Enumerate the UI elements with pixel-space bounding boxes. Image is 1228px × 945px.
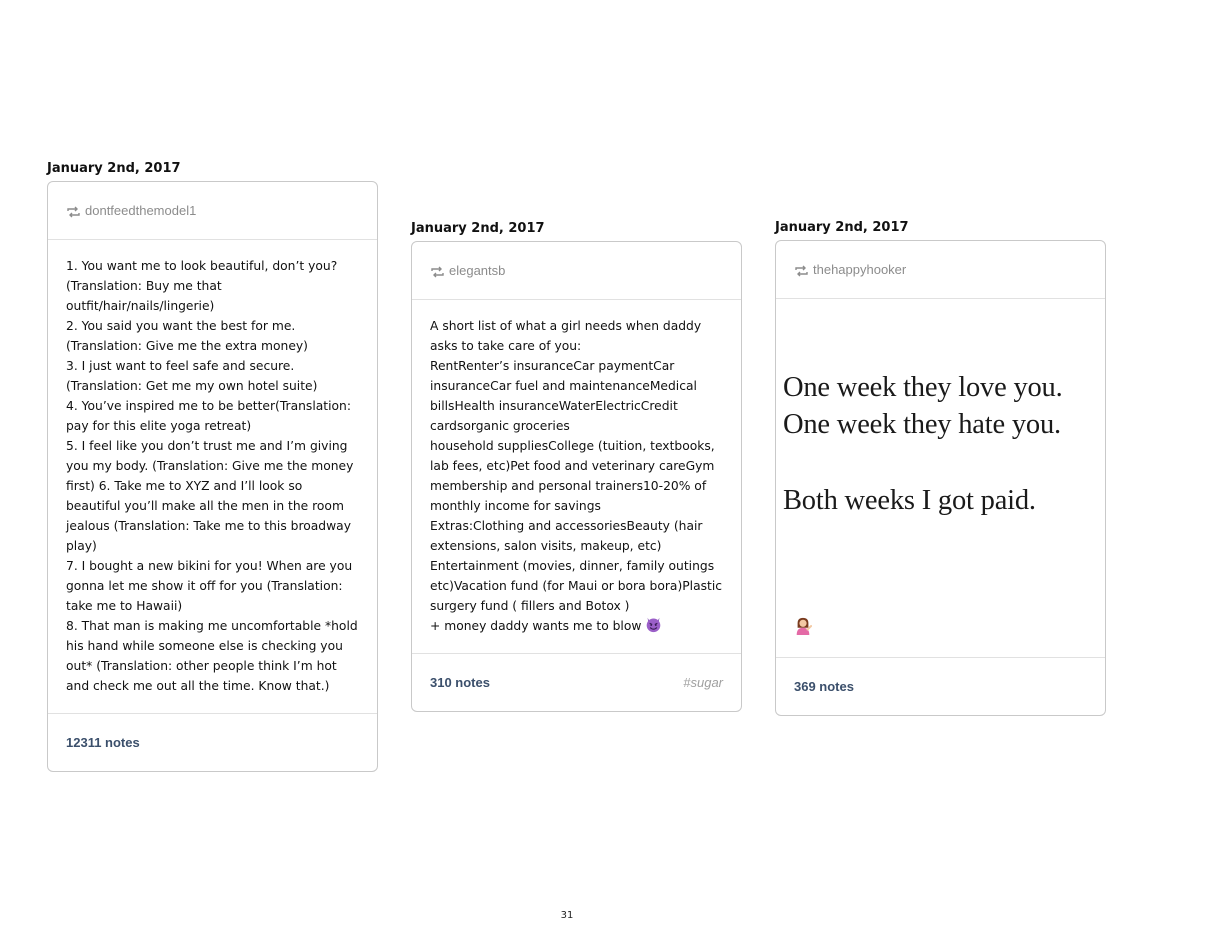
quote-line: One week they hate you. — [783, 409, 1061, 440]
notes-count[interactable]: 369 notes — [794, 679, 854, 694]
quote-line: One week they love you. — [783, 372, 1063, 403]
quote-image-text — [783, 369, 1063, 519]
post-line: 2. You said you want the best for me.(Translation: Give me the extra money) — [66, 319, 308, 353]
post-header — [776, 241, 1105, 299]
post-card — [47, 181, 378, 772]
post-last-line — [430, 616, 723, 636]
post-line: 8. That man is making me uncomfortable *hold his hand while someone else is checking you out* (Translation: other people think I’m hot and check me out all the time. Know that.) — [66, 619, 358, 693]
post-line-text: + money daddy wants me to blow — [430, 619, 642, 633]
post-line: RentRenter’s insuranceCar paymentCar insuranceCar fuel and maintenanceMedical billsHealth insuranceWaterElectricCredit cardsorganic groceries — [430, 359, 697, 433]
post-author[interactable]: thehappyhooker — [813, 262, 907, 277]
notes-count[interactable]: 12311 notes — [66, 735, 140, 750]
post-body — [48, 240, 377, 713]
post-date: January 2nd, 2017 — [411, 221, 545, 236]
post-line: 4. You’ve inspired me to be better(Translation: pay for this elite yoga retreat) — [66, 399, 351, 433]
post-header — [412, 242, 741, 300]
post-line: 7. I bought a new bikini for you! When are you gonna let me show it off for you (Translation: take me to Hawaii) — [66, 559, 353, 613]
post-author[interactable]: elegantsb — [449, 263, 506, 278]
quote-line: Both weeks I got paid. — [783, 485, 1036, 516]
smiling-devil-emoji-icon — [645, 616, 662, 633]
post-card — [775, 240, 1106, 716]
reblog-icon — [66, 206, 81, 218]
post-line: A short list of what a girl needs when daddy asks to take care of you: — [430, 319, 702, 353]
reblog-icon — [430, 266, 445, 278]
post-header — [48, 182, 377, 240]
post-line: 3. I just want to feel safe and secure.(Translation: Get me my own hotel suite) — [66, 359, 318, 393]
post-line: household suppliesCollege (tuition, textbooks, lab fees, etc)Pet food and veterinary careGym membership and personal trainers10-20% of monthly income for savings — [430, 439, 715, 513]
post-body — [412, 300, 741, 653]
page-number: 31 — [560, 910, 574, 921]
reblog-icon — [794, 265, 809, 277]
post-footer — [48, 713, 377, 771]
post-date: January 2nd, 2017 — [775, 220, 909, 235]
post-line: 5. I feel like you don’t trust me and I’m giving you my body. (Translation: Give me the money first) 6. Take me to XYZ and I’ll look so beautiful you’ll make all the men in the room jealous (Translation: Take me to this broadway play) — [66, 439, 354, 553]
post-column-1 — [47, 159, 378, 772]
post-footer — [776, 657, 1105, 715]
post-column-3 — [775, 218, 1106, 716]
post-line: Extras:Clothing and accessoriesBeauty (hair extensions, salon visits, makeup, etc) Entertainment (movies, dinner, family outings etc)Vacation fund (for Maui or bora bora)Plastic surgery fund ( fillers and Botox ) — [430, 519, 723, 613]
post-column-2 — [411, 219, 742, 712]
post-card — [411, 241, 742, 712]
post-author[interactable]: dontfeedthemodel1 — [85, 203, 197, 218]
post-line: 1. You want me to look beautiful, don’t you? (Translation: Buy me that outfit/hair/nails/lingerie) — [66, 259, 338, 313]
notes-count[interactable]: 310 notes — [430, 675, 490, 690]
post-tag[interactable]: #sugar — [683, 675, 723, 690]
post-image — [776, 299, 1105, 657]
person-tipping-hand-emoji-icon — [794, 617, 812, 635]
post-footer — [412, 653, 741, 711]
post-date: January 2nd, 2017 — [47, 161, 181, 176]
